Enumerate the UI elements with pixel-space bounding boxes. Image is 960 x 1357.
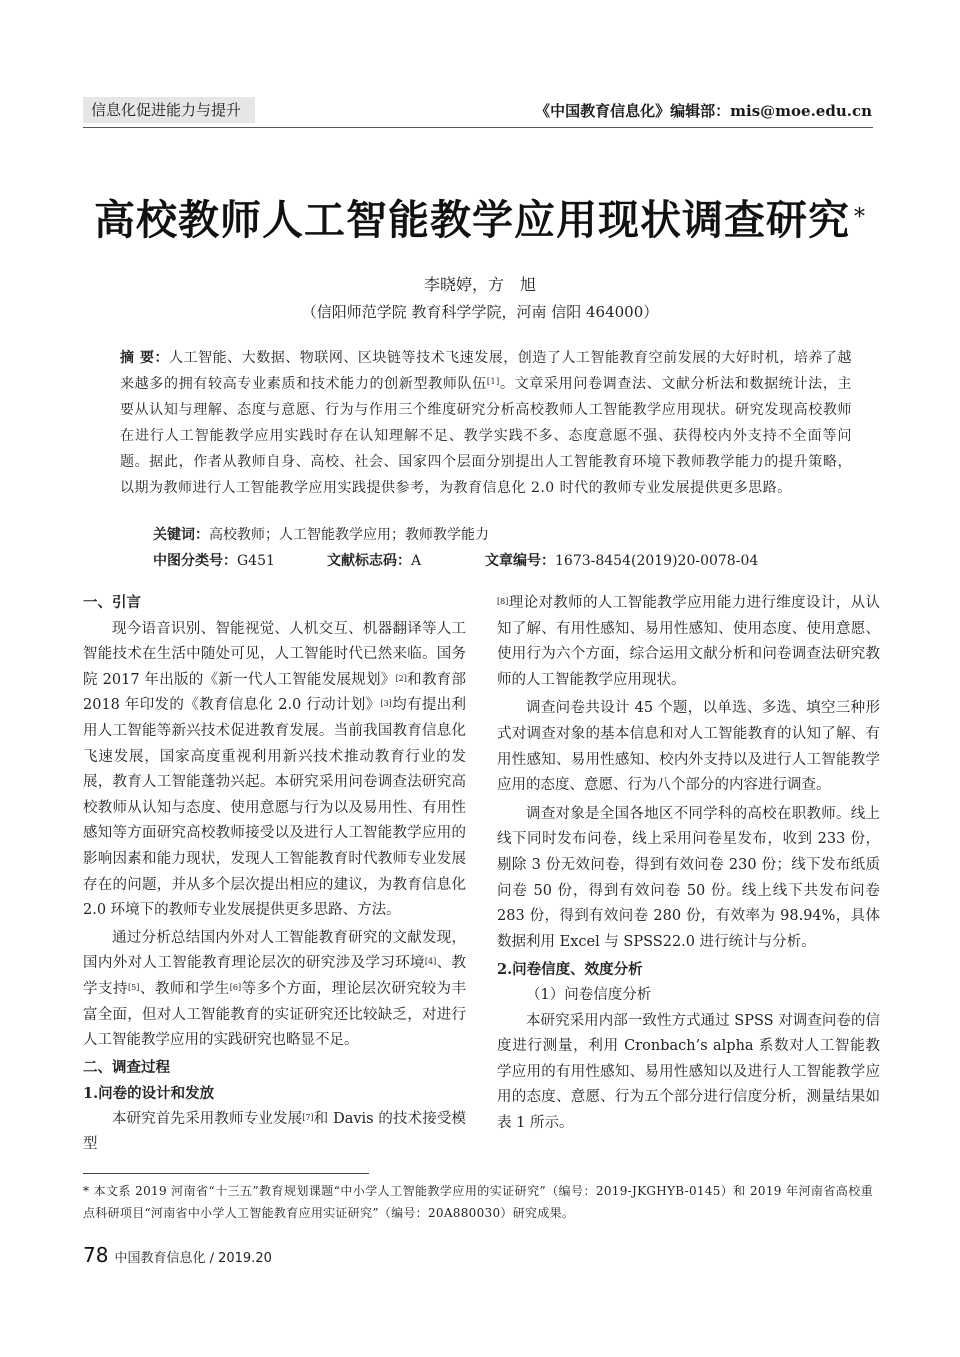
section-label: 信息化促进能力与提升	[83, 97, 255, 123]
abstract-text: 人工智能、大数据、物联网、区块链等技术飞速发展，创造了人工智能教育空前发展的大好时机，培养了越来越多的拥有较高专业素质和技术能力的创新型教师队伍	[120, 350, 853, 392]
paragraph: 调查问卷共设计 45 个题，以单选、多选、填空三种形式对调查对象的基本信息和对人工智能教育的认知了解、有用性感知、易用性感知、校内外支持以及进行人工智能教学应用的态度、意愿、行为八个部分的内容进行调查。	[497, 700, 880, 794]
clc-value: G451	[237, 553, 275, 569]
abstract-text-2: 。文章采用问卷调查法、文献分析法和数据统计法，主要从认知与理解、态度与意愿、行为与作用三个维度研究分析高校教师人工智能教学应用现状。研究发现高校教师在进行人工智能教学应用实践时存在认知理解不足、教学实践不多、态度意愿不强、获得校内外支持不全面等问题。据此，作者从教师自身、高校、社会、国家四个层面分别提出人工智能教育环境下教师教学能力的提升策略，以期为教师进行人工智能教学应用实践提供参考，为教育信息化 2.0 时代的教师专业发展提供更多思路。	[120, 376, 853, 496]
keywords	[153, 523, 489, 547]
sub-subsection-heading: （1）问卷信度分析	[526, 986, 652, 1003]
paragraph	[83, 1107, 466, 1158]
text-run: 理论对教师的人工智能教学应用能力进行维度设计，从认知了解、有用性感知、易用性感知、使用态度、使用意愿、使用行为六个方面，综合运用文献分析和问卷调查法研究教师的人工智能教学应用现状。	[497, 595, 880, 688]
article-title	[0, 195, 960, 245]
article-number	[485, 549, 758, 573]
text-run: 本研究首先采用教师专业发展	[112, 1110, 303, 1127]
text-run: 、教师和学生	[139, 980, 230, 997]
clc-code	[153, 549, 275, 573]
paragraph	[83, 926, 466, 1054]
abstract-label: 摘 要：	[120, 350, 170, 366]
text-run: 现今语音识别、智能视觉、人机交互、机器翻译等人工智能技术在生活中随处可见，人工智能时代已然来临。国务院 2017 年出版的《新一代人工智能发展规划》	[83, 620, 466, 688]
citation-ref: [8]	[497, 597, 509, 606]
page-footer	[83, 1243, 272, 1267]
doc-label: 文献标志码：	[327, 553, 411, 569]
keywords-text: 高校教师；人工智能教学应用；教师教学能力	[209, 527, 489, 543]
left-column	[83, 591, 466, 1158]
subsection-heading: 1.问卷的设计和发放	[83, 1085, 215, 1103]
abstract	[120, 345, 852, 501]
footnote-divider	[83, 1173, 369, 1174]
header-divider	[83, 127, 873, 128]
section-heading: 二、调查过程	[83, 1059, 170, 1076]
citation-ref: [6]	[229, 982, 242, 992]
citation-ref: [4]	[424, 957, 437, 967]
text-run: 等多个方面，理论层次研究较为丰富全面，但对人工智能教育的实证研究还比较缺乏，对进行人工智能教学应用的实践研究也略显不足。	[83, 980, 467, 1049]
authors: 李晓婷，方 旭	[423, 275, 536, 294]
journal-contact: 《中国教育信息化》编辑部：mis@moe.edu.cn	[535, 102, 872, 120]
right-column	[497, 591, 880, 1136]
page-number: 78	[83, 1243, 109, 1267]
doc-code	[327, 549, 421, 573]
paragraph-continued	[497, 591, 880, 693]
citation-ref: [1]	[486, 377, 500, 386]
article-value: 1673-8454(2019)20-0078-04	[555, 553, 759, 569]
article-label: 文章编号：	[485, 553, 555, 569]
journal-issue: 中国教育信息化 ∕ 2019.20	[114, 1251, 272, 1266]
clc-label: 中图分类号：	[153, 553, 237, 569]
citation-ref: [7]	[302, 1112, 314, 1122]
section-heading: 一、引言	[83, 595, 141, 611]
paragraph	[83, 617, 466, 924]
doc-value: A	[411, 553, 422, 569]
paragraph: 调查对象是全国各地区不同学科的高校在职教师。线上线下同时发布问卷，线上采用问卷星发布，收到 233 份，剔除 3 份无效问卷，得到有效问卷 230 份；线下发布纸质问卷 50 份，得到有效问卷 50 份。线上线下共发布问卷 283 份，得到有效问卷 280 份，有效率为 98.94%，具体数据利用 Excel 与 SPSS22.0 进行统计与分析。	[497, 805, 880, 950]
text-run: 和 Davis 的技术接受模型	[83, 1110, 467, 1153]
text-run: 和教育部 2018 年印发的《教育信息化 2.0 行动计划》	[83, 671, 466, 714]
footnote: * 本文系 2019 河南省“十三五”教育规划课题“中小学人工智能教学应用的实证研究”（编号：2019-JKGHYB-0145）和 2019 年河南省高校重点科研项目“河南省中小学人工智能教育应用实证研究”（编号：20A880030）研究成果。	[83, 1184, 873, 1220]
affiliation: （信阳师范学院 教育科学学院，河南 信阳 464000）	[301, 303, 659, 321]
text-run: 、教学支持	[83, 955, 466, 997]
article-title-text: 高校教师人工智能教学应用现状调查研究	[94, 196, 850, 244]
text-run: 均有提出利用人工智能等新兴技术促进教育发展。当前我国教育信息化飞速发展，国家高度重视利用新兴技术推动教育行业的发展，教育人工智能蓬勃兴起。本研究采用问卷调查法研究高校教师从认知与态度、使用意愿与行为以及易用性、有用性感知等方面研究高校教师接受以及进行人工智能教学应用的影响因素和能力现状，发现人工智能教育时代教师专业发展存在的问题，并从多个层次提出相应的建议，为教育信息化 2.0 环境下的教师专业发展提供更多思路、方法。	[83, 697, 467, 919]
title-footnote-mark: *	[854, 205, 866, 230]
text-run: 通过分析总结国内外对人工智能教育研究的文献发现，国内外对人工智能教育理论层次的研究涉及学习环境	[83, 929, 466, 972]
citation-ref: [2]	[395, 673, 407, 683]
citation-ref: [5]	[127, 982, 140, 992]
subsection-heading: 2.问卷信度、效度分析	[497, 961, 643, 979]
paragraph: 本研究采用内部一致性方式通过 SPSS 对调查问卷的信度进行测量，利用 Cronbach’s alpha 系数对人工智能教学应用的有用性感知、易用性感知以及进行人工智能教学应用的态度、意愿、行为五个部分进行信度分析，测量结果如表 1 所示。	[497, 1012, 880, 1131]
citation-ref: [3]	[380, 699, 392, 709]
keywords-label: 关键词：	[153, 527, 209, 543]
